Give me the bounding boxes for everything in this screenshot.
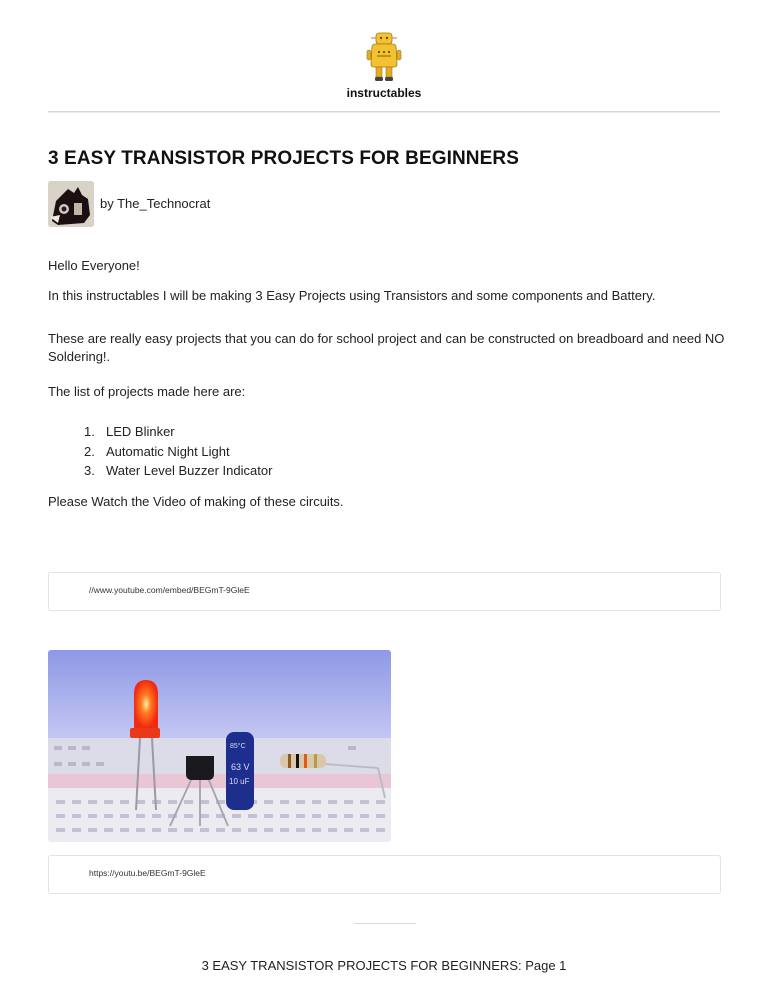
project-photo (48, 650, 391, 842)
intro-paragraph: In this instructables I will be making 3 Easy Projects using Transistors and some components and Battery. (48, 288, 656, 303)
svg-text:63 V: 63 V (231, 762, 250, 772)
author-avatar[interactable] (48, 181, 94, 227)
svg-text:10 uF: 10 uF (229, 777, 250, 786)
author-byline[interactable]: by The_Technocrat (100, 196, 211, 211)
description-paragraph: These are really easy projects that you can do for school project and can be constructed on breadboard and need NO Soldering!. (48, 331, 725, 364)
video-link-box[interactable] (48, 855, 721, 894)
list-item: 3. Water Level Buzzer Indicator (84, 463, 273, 478)
footer-divider (354, 923, 416, 924)
brand-name[interactable]: instructables (346, 86, 422, 100)
project-list (84, 422, 272, 481)
video-prompt: Please Watch the Video of making of these circuits. (48, 494, 344, 509)
page-title: 3 EASY TRANSISTOR PROJECTS FOR BEGINNERS (48, 148, 519, 169)
svg-text:85°C: 85°C (230, 743, 246, 750)
embed-url-link[interactable]: //www.youtube.com/embed/BEGmT-9GleE (89, 585, 250, 595)
header-divider (48, 111, 720, 112)
video-embed-box[interactable] (48, 572, 721, 611)
intro-greeting: Hello Everyone! (48, 258, 140, 273)
robot-mascot-icon[interactable] (359, 30, 409, 84)
list-item: 1. LED Blinker (84, 424, 175, 439)
page-footer: 3 EASY TRANSISTOR PROJECTS FOR BEGINNERS: Page 1 (201, 958, 567, 973)
list-item: 2. Automatic Night Light (84, 443, 230, 459)
video-url-link[interactable]: https://youtu.be/BEGmT-9GleE (89, 868, 206, 878)
list-intro: The list of projects made here are: (48, 384, 246, 399)
